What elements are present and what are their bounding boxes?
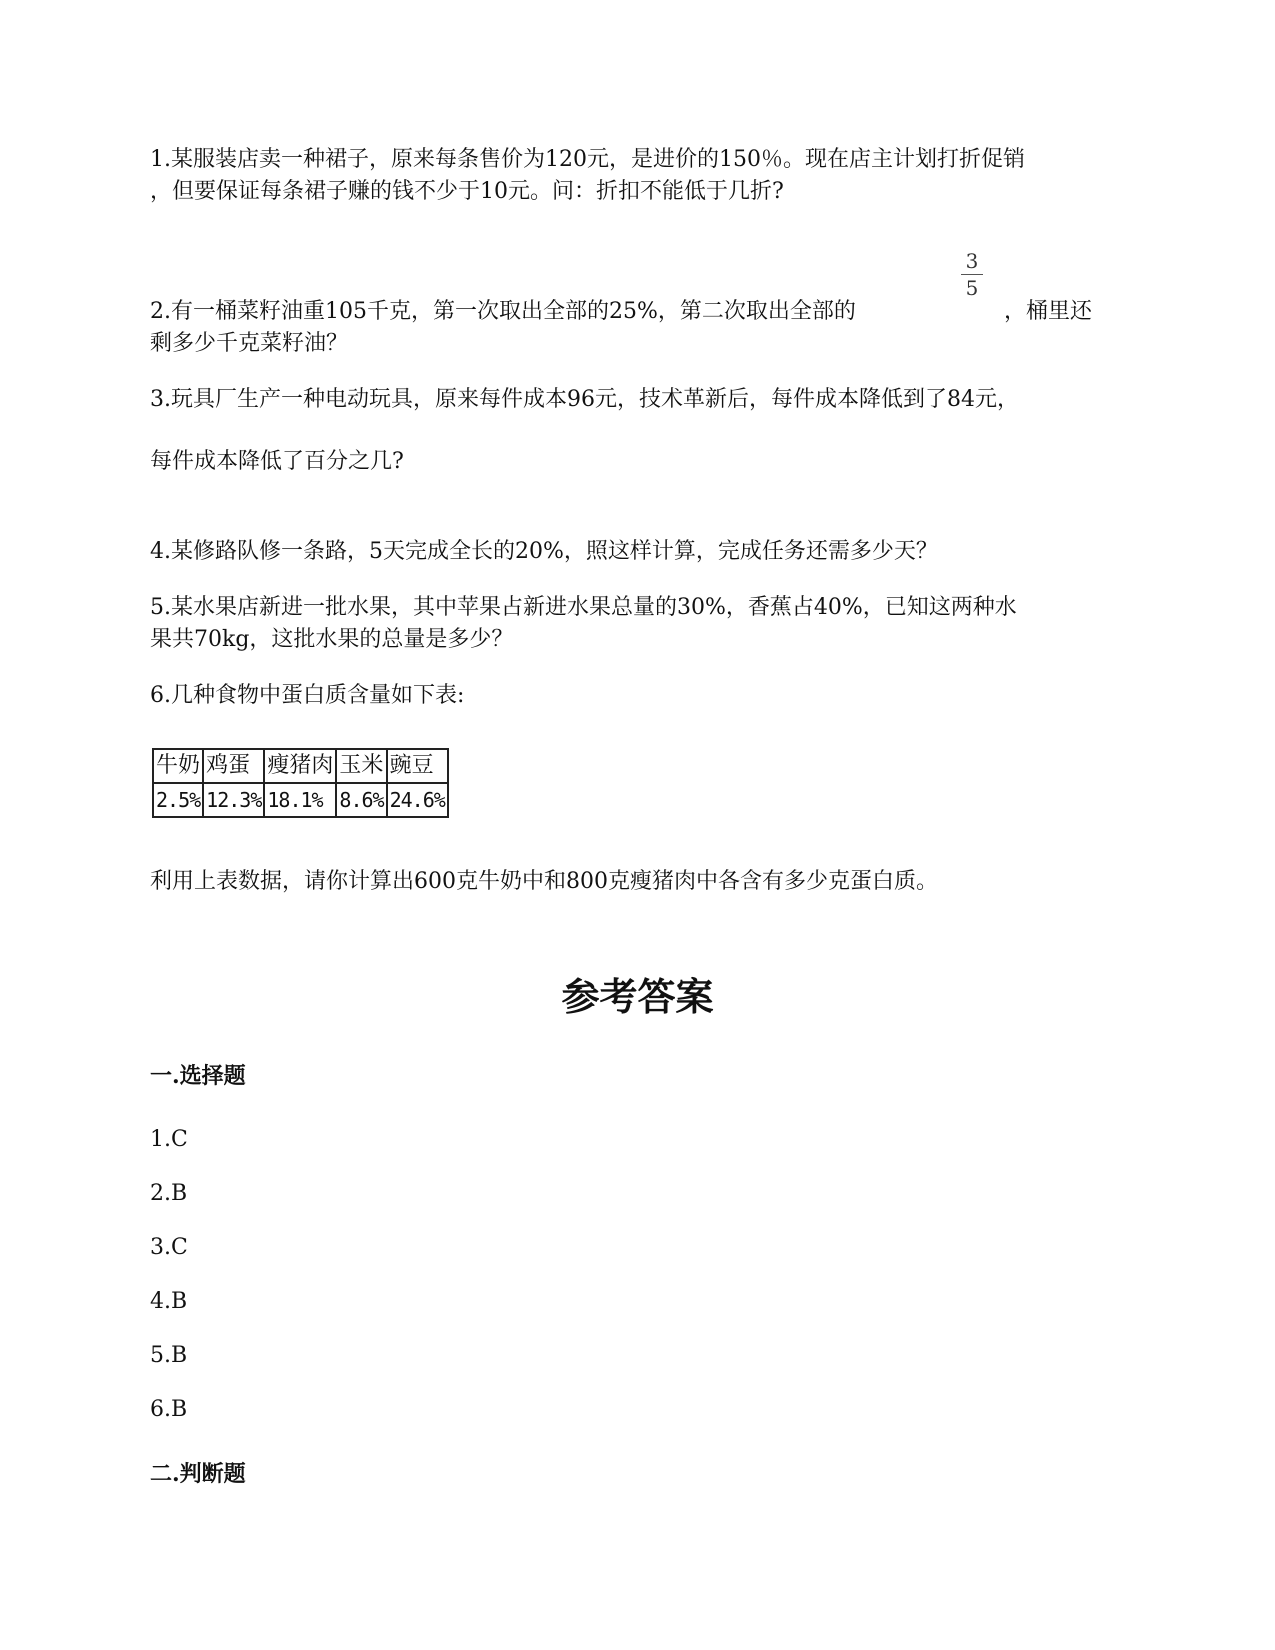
table-header-cell: 豌豆 [387, 749, 448, 783]
section-heading-multiple-choice: 一.选择题 [150, 1063, 246, 1089]
question-2-line-1: 2.有一桶菜籽油重105千克，第一次取出全部的25%，第二次取出全部的 [150, 299, 856, 324]
fraction-numerator: 3 [965, 249, 979, 273]
question-6-followup: 利用上表数据，请你计算出600克牛奶中和800克瘦猪肉中各含有多少克蛋白质。 [150, 869, 938, 894]
question-5-line-1: 5.某水果店新进一批水果，其中苹果占新进水果总量的30%，香蕉占40%，已知这两种水 [150, 595, 1017, 620]
fraction-three-fifths [960, 250, 984, 299]
table-cell: 24.6% [387, 783, 448, 817]
question-2-line-1-end: ，桶里还 [1004, 299, 1093, 324]
question-5-line-2: 果共70kg，这批水果的总量是多少？ [150, 627, 514, 652]
question-1-line-1: 1.某服装店卖一种裙子，原来每条售价为120元，是进价的150％。现在店主计划打折促销 [150, 147, 1025, 172]
answer-item: 6.B [150, 1397, 188, 1422]
answer-item: 5.B [150, 1343, 188, 1368]
table-header-cell: 瘦猪肉 [264, 749, 336, 783]
fraction-denominator: 5 [965, 276, 979, 300]
question-1-line-2: ，但要保证每条裙子赚的钱不少于10元。问：折扣不能低于几折? [150, 179, 784, 204]
question-4-line-1: 4.某修路队修一条路，5天完成全长的20%，照这样计算，完成任务还需多少天？ [150, 539, 938, 564]
answer-item: 4.B [150, 1289, 188, 1314]
table-header-cell: 牛奶 [153, 749, 203, 783]
table-row [153, 783, 448, 817]
answer-item: 2.B [150, 1181, 188, 1206]
table-cell: 2.5% [153, 783, 203, 817]
question-3-line-1: 3.玩具厂生产一种电动玩具，原来每件成本96元，技术革新后，每件成本降低到了84元， [150, 387, 1019, 412]
table-cell: 18.1% [264, 783, 336, 817]
answer-key-title: 参考答案 [561, 974, 714, 1019]
question-2-line-2: 剩多少千克菜籽油？ [150, 331, 349, 356]
question-6-line-1: 6.几种食物中蛋白质含量如下表: [150, 683, 465, 708]
table-header-cell: 玉米 [336, 749, 386, 783]
table-cell: 12.3% [203, 783, 264, 817]
section-heading-true-false: 二.判断题 [150, 1461, 246, 1487]
table-header-row [153, 749, 448, 783]
answer-item: 3.C [150, 1235, 188, 1260]
answer-item: 1.C [150, 1127, 188, 1152]
table-cell: 8.6% [336, 783, 386, 817]
question-3-line-2: 每件成本降低了百分之几? [150, 449, 404, 474]
protein-content-table [152, 748, 449, 818]
table-header-cell: 鸡蛋 [203, 749, 264, 783]
fraction-bar [961, 274, 983, 275]
